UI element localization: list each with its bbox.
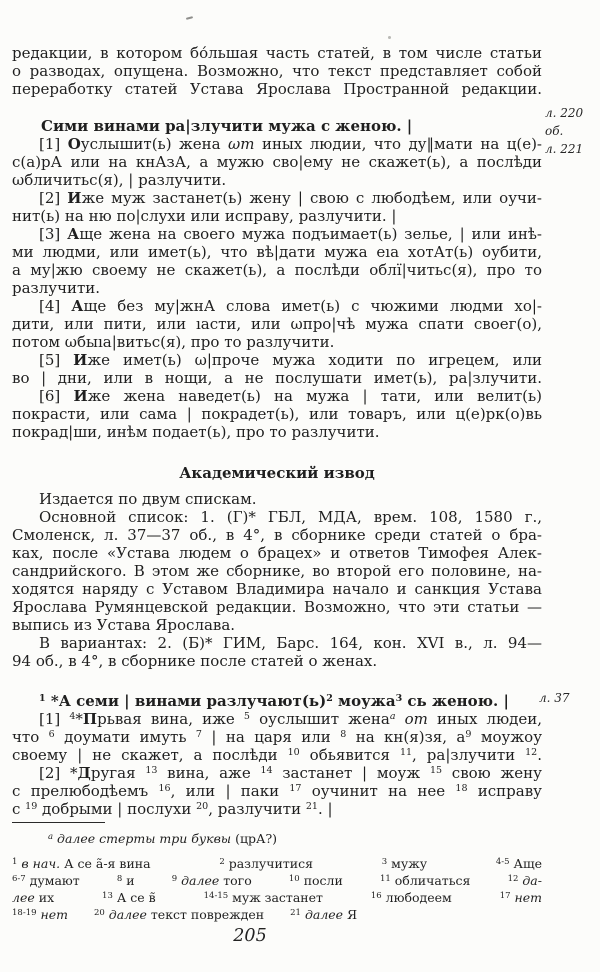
text-segment: добрыми | послухи — [37, 800, 197, 818]
footnote-ref: 21 — [290, 908, 301, 918]
text-segment: с — [12, 800, 26, 818]
footnote-ref: 18-19 — [12, 908, 37, 918]
text-segment: И — [73, 387, 88, 405]
footnote-entry — [172, 872, 252, 889]
text-segment: сь женою. | — [402, 692, 509, 710]
text-line — [12, 351, 542, 369]
text-segment: услышит(ь) жена — [80, 135, 229, 153]
margin-note-text: л. 37 — [539, 691, 570, 705]
text-line — [12, 855, 542, 872]
text-segment: рьвая вина, иже — [97, 710, 244, 728]
text-segment: *А семи | винами разлучают(ь) — [45, 692, 327, 710]
footnote-ref: 17 — [499, 891, 511, 901]
text-segment: обличаться — [390, 873, 471, 888]
footnote-ref: 11 — [399, 747, 413, 758]
text-segment: Аще — [509, 856, 542, 871]
footnote-ref: 15 — [429, 765, 443, 776]
text-segment: же имет(ь) ω|проче мужа ходити по игрецем, или — [87, 351, 542, 369]
text-segment: * — [75, 710, 83, 728]
footnote-rule — [12, 822, 105, 823]
spacer — [264, 918, 290, 919]
footnote-ref: 2 — [326, 693, 333, 704]
text-line — [12, 906, 542, 923]
text-segment: мужу — [387, 856, 428, 871]
footnote-ref: 12 — [525, 747, 538, 758]
footnote-ref: 8 — [116, 874, 123, 884]
text-segment: нет — [36, 907, 68, 922]
text-segment: текст поврежден — [146, 907, 265, 922]
text-segment: Д — [77, 764, 91, 782]
footnote-ref: 6 — [48, 729, 55, 740]
text-segment: и — [122, 873, 135, 888]
text-line: потом ωбыıа|витьс(я), про то разлучити. — [12, 333, 335, 351]
footnote-ref: 10 — [288, 874, 300, 884]
text-segment: разлучитися — [224, 856, 314, 871]
text-segment: далее стерты три буквы — [53, 831, 232, 846]
text-line: покрасти, или сама | покрадет(ь), или товаръ, или ц(е)рк(о)вь — [12, 405, 542, 423]
text-line: дити, или пити, или ıасти, или ωпро|чѣ мужа спати своег(о), — [12, 315, 542, 333]
text-segment: А се а̃-я вина — [60, 856, 151, 871]
text-line — [12, 800, 542, 818]
intro-paragraph — [12, 44, 542, 98]
text-line: ках, после «Устава людем о брацех» и ответов Тимофея Алек- — [12, 544, 542, 562]
footnote-ref: 1 — [39, 693, 46, 704]
text-segment: ругая — [90, 764, 146, 782]
footnote-entry — [382, 855, 427, 872]
footnote-ref: 8 — [340, 729, 347, 740]
text-line: нит(ь) на ню по|слухи или исправу, разлучити. | — [12, 207, 397, 225]
apparatus-footnotes — [12, 855, 542, 923]
footnote-entry — [12, 855, 151, 872]
text-line — [12, 728, 542, 746]
text-segment: же жена наведет(ь) на мужа | тати, или велит(ь) — [87, 387, 543, 405]
text-segment: вина, аже — [157, 764, 261, 782]
text-segment: исправу — [467, 782, 542, 800]
footnote-ref: 7 — [195, 729, 202, 740]
footnote-ref: 4-5 — [495, 857, 510, 867]
text-segment: , или | паки — [170, 782, 290, 800]
text-line: сандрийского. В этом же сборнике, во второй его половине, на- — [12, 562, 542, 580]
text-line: В вариантах: 2. (Б)* ГИМ, Барс. 164, кон. XVI в., л. 94— — [39, 634, 542, 652]
text-segment: что — [12, 728, 49, 746]
text-line: о разводах, опущена. Возможно, что текст представляет собой — [12, 62, 542, 80]
variant-text — [12, 692, 542, 818]
text-line — [12, 764, 542, 782]
text-line: ми людми, или имет(ь), что вѣ|дати мужа еıа хотАт(ь) оубити, — [12, 243, 542, 261]
text-line — [12, 135, 542, 153]
text-line: Ярослава Румянцевской редакции. Возможно, что эти статьи — — [12, 598, 542, 616]
text-line — [12, 692, 542, 710]
text-segment: [2] * — [39, 764, 78, 782]
text-line — [12, 746, 542, 764]
text-line: л. 220 — [545, 106, 584, 120]
apparatus-note-a — [12, 830, 578, 847]
text-segment: своему | не скажет, а послѣди — [12, 746, 288, 764]
text-line: ходятся наряду с Уставом Владимира начало и санкция Устава — [12, 580, 542, 598]
text-segment: [1] — [39, 135, 68, 153]
text-segment: на кн(я)зя, а — [346, 728, 466, 746]
footnote-entry — [500, 889, 542, 906]
text-segment: ще без му|жнА слова имет(ь) с чюжими людми хо|- — [83, 297, 543, 315]
text-line: ωбличитьс(я), | разлучити. — [12, 171, 227, 189]
text-segment: [6] — [39, 387, 74, 405]
text-line — [48, 830, 578, 847]
text-segment: обьявится — [299, 746, 400, 764]
text-segment: нет — [510, 890, 542, 905]
text-segment: моужоу — [471, 728, 543, 746]
text-line — [12, 225, 542, 243]
text-segment: того — [219, 873, 252, 888]
text-segment: Я — [343, 907, 358, 922]
text-line — [12, 872, 542, 889]
text-line: покрад|ши, инѣм подает(ь), про то разлучити. — [12, 423, 380, 441]
footnote-entry — [12, 872, 80, 889]
text-segment: с прелюбодѣемъ — [12, 782, 159, 800]
footnote-ref: 17 — [289, 783, 302, 794]
text-segment: . — [537, 746, 542, 764]
footnote-ref: 16 — [158, 783, 171, 794]
footnote-entry — [496, 855, 542, 872]
text-segment: посли — [299, 873, 343, 888]
footnote-entry — [204, 889, 323, 906]
footnote-ref: 10 — [287, 747, 300, 758]
footnote-entry — [508, 872, 542, 889]
text-segment: застанет | моуж — [272, 764, 430, 782]
text-line: Издается по двум спискам. — [39, 490, 257, 508]
margin-note-folio-37 — [539, 691, 599, 707]
text-line: об. — [545, 124, 564, 138]
text-segment: в нач. — [17, 856, 61, 871]
text-line: выпись из Устава Ярослава. — [12, 616, 236, 634]
text-segment: же муж застанет(ь) жену | свою с любодѣем, или оучи- — [81, 189, 543, 207]
text-line: Основной список: 1. (Г)* ГБЛ, МДА, врем. 108, 1580 г., — [39, 508, 542, 526]
scan-artifact — [388, 36, 391, 39]
footnote-ref: 4 — [69, 711, 76, 722]
edition-description — [12, 490, 542, 670]
text-line: переработку статей Устава Ярослава Пространной редакции. — [12, 80, 542, 98]
text-segment: моужа — [332, 692, 396, 710]
text-segment: (црА?) — [231, 831, 278, 846]
footnote-ref: 13 — [145, 765, 158, 776]
text-segment: А се в̃ — [112, 890, 156, 905]
text-segment: А — [67, 225, 80, 243]
text-segment: [5] — [39, 351, 74, 369]
footnote-ref: 14-15 — [203, 891, 229, 901]
text-line: разлучити. — [12, 279, 101, 297]
text-segment: [4] — [39, 297, 72, 315]
text-segment: И — [73, 351, 88, 369]
text-line: редакции, в котором бо́льшая часть статей, в том числе статьи — [12, 44, 542, 62]
text-segment: иных людии, что ду‖мати на ц(е)- — [254, 135, 543, 153]
text-segment: муж застанет — [228, 890, 323, 905]
footnote-ref: 12 — [507, 874, 519, 884]
footnote-entry — [12, 889, 54, 906]
text-segment: свою жену — [442, 764, 543, 782]
footnote-ref: 20 — [196, 801, 209, 812]
footnote-ref: 18 — [455, 783, 468, 794]
footnote-ref: 16 — [370, 891, 382, 901]
text-segment: [1] — [39, 710, 70, 728]
footnote-ref: 5 — [243, 711, 250, 722]
section-heading-text: Академический извод — [179, 464, 375, 482]
text-line — [12, 710, 542, 728]
text-segment: И — [67, 189, 82, 207]
scan-artifact — [186, 16, 193, 20]
text-line — [12, 297, 542, 315]
section-heading — [12, 464, 542, 482]
text-segment: , разлучити — [208, 800, 306, 818]
text-segment: иных людеи, — [427, 710, 543, 728]
text-segment: . | — [317, 800, 333, 818]
footnote-entry — [380, 872, 470, 889]
text-segment: оуслышит жена — [249, 710, 390, 728]
text-segment: далее — [300, 907, 344, 922]
text-line: с(а)рА или на кнАзА, а мужю сво|ему не скажет(ь), а послѣди — [12, 153, 542, 171]
text-line: а му|жю своему не скажет(ь), а послѣди облї|читьс(я), про то — [12, 261, 542, 279]
text-segment — [395, 710, 404, 728]
footnote-ref: 2 — [219, 857, 225, 867]
text-line: л. 221 — [545, 142, 584, 156]
footnote-ref: 11 — [379, 874, 391, 884]
page-number — [185, 926, 315, 946]
footnote-entry — [371, 889, 452, 906]
text-segment: доумати имуть — [54, 728, 196, 746]
footnote-ref: 19 — [25, 801, 38, 812]
footnote-entry — [117, 872, 135, 889]
footnote-ref: 13 — [102, 891, 113, 901]
footnote-entry — [102, 889, 156, 906]
text-line: Смоленск, л. 37—37 об., в 4°, в сборнике среди статей о бра- — [12, 526, 542, 544]
footnote-ref: 3 — [381, 857, 388, 867]
text-segment: думают — [25, 873, 80, 888]
text-segment: | на царя или — [201, 728, 341, 746]
text-segment: [2] — [39, 189, 68, 207]
footnote-ref: 20 — [93, 908, 105, 918]
text-segment: ωт — [228, 135, 255, 153]
text-line: 94 об., в 4°, в сборнике после статей о женах. — [12, 652, 378, 670]
text-line — [12, 782, 542, 800]
text-segment: П — [82, 710, 98, 728]
footnote-ref: а — [389, 711, 396, 722]
text-segment: лее — [12, 890, 35, 905]
text-segment: от — [404, 710, 428, 728]
text-segment: ще жена на своего мужа подъимает(ь) зелье, | или инѣ- — [79, 225, 543, 243]
text-segment: любодеем — [381, 890, 452, 905]
text-segment: далее — [177, 873, 220, 888]
text-segment: , ра|злучити — [412, 746, 526, 764]
footnote-ref: а — [48, 832, 54, 842]
footnote-ref: 21 — [305, 801, 318, 812]
text-line — [12, 189, 542, 207]
text-segment: О — [67, 135, 81, 153]
footnote-entry — [219, 855, 313, 872]
footnote-ref: 9 — [465, 729, 472, 740]
text-line — [12, 889, 542, 906]
spacer — [68, 918, 94, 919]
footnote-entry — [289, 872, 343, 889]
page-number-text: 205 — [233, 926, 267, 946]
text-line: Сими винами ра|злучити мужа с женою. | — [41, 117, 413, 135]
footnote-ref: 6-7 — [12, 874, 26, 884]
text-segment: [3] — [39, 225, 68, 243]
footnote-ref: 1 — [12, 857, 18, 867]
text-segment: да- — [518, 873, 542, 888]
footnote-ref: 3 — [395, 693, 403, 704]
text-segment: их — [34, 890, 55, 905]
text-segment: далее — [104, 907, 147, 922]
ustav-articles-text — [12, 117, 542, 441]
text-segment: оучинит на нее — [301, 782, 456, 800]
footnote-ref: 9 — [171, 874, 178, 884]
text-line — [12, 387, 542, 405]
margin-note-folio-220-221 — [545, 106, 600, 160]
footnote-ref: 14 — [260, 765, 273, 776]
text-line: во | дни, или в нощи, а не послушати имет(ь), ра|злучити. — [12, 369, 542, 387]
text-segment: А — [71, 297, 84, 315]
